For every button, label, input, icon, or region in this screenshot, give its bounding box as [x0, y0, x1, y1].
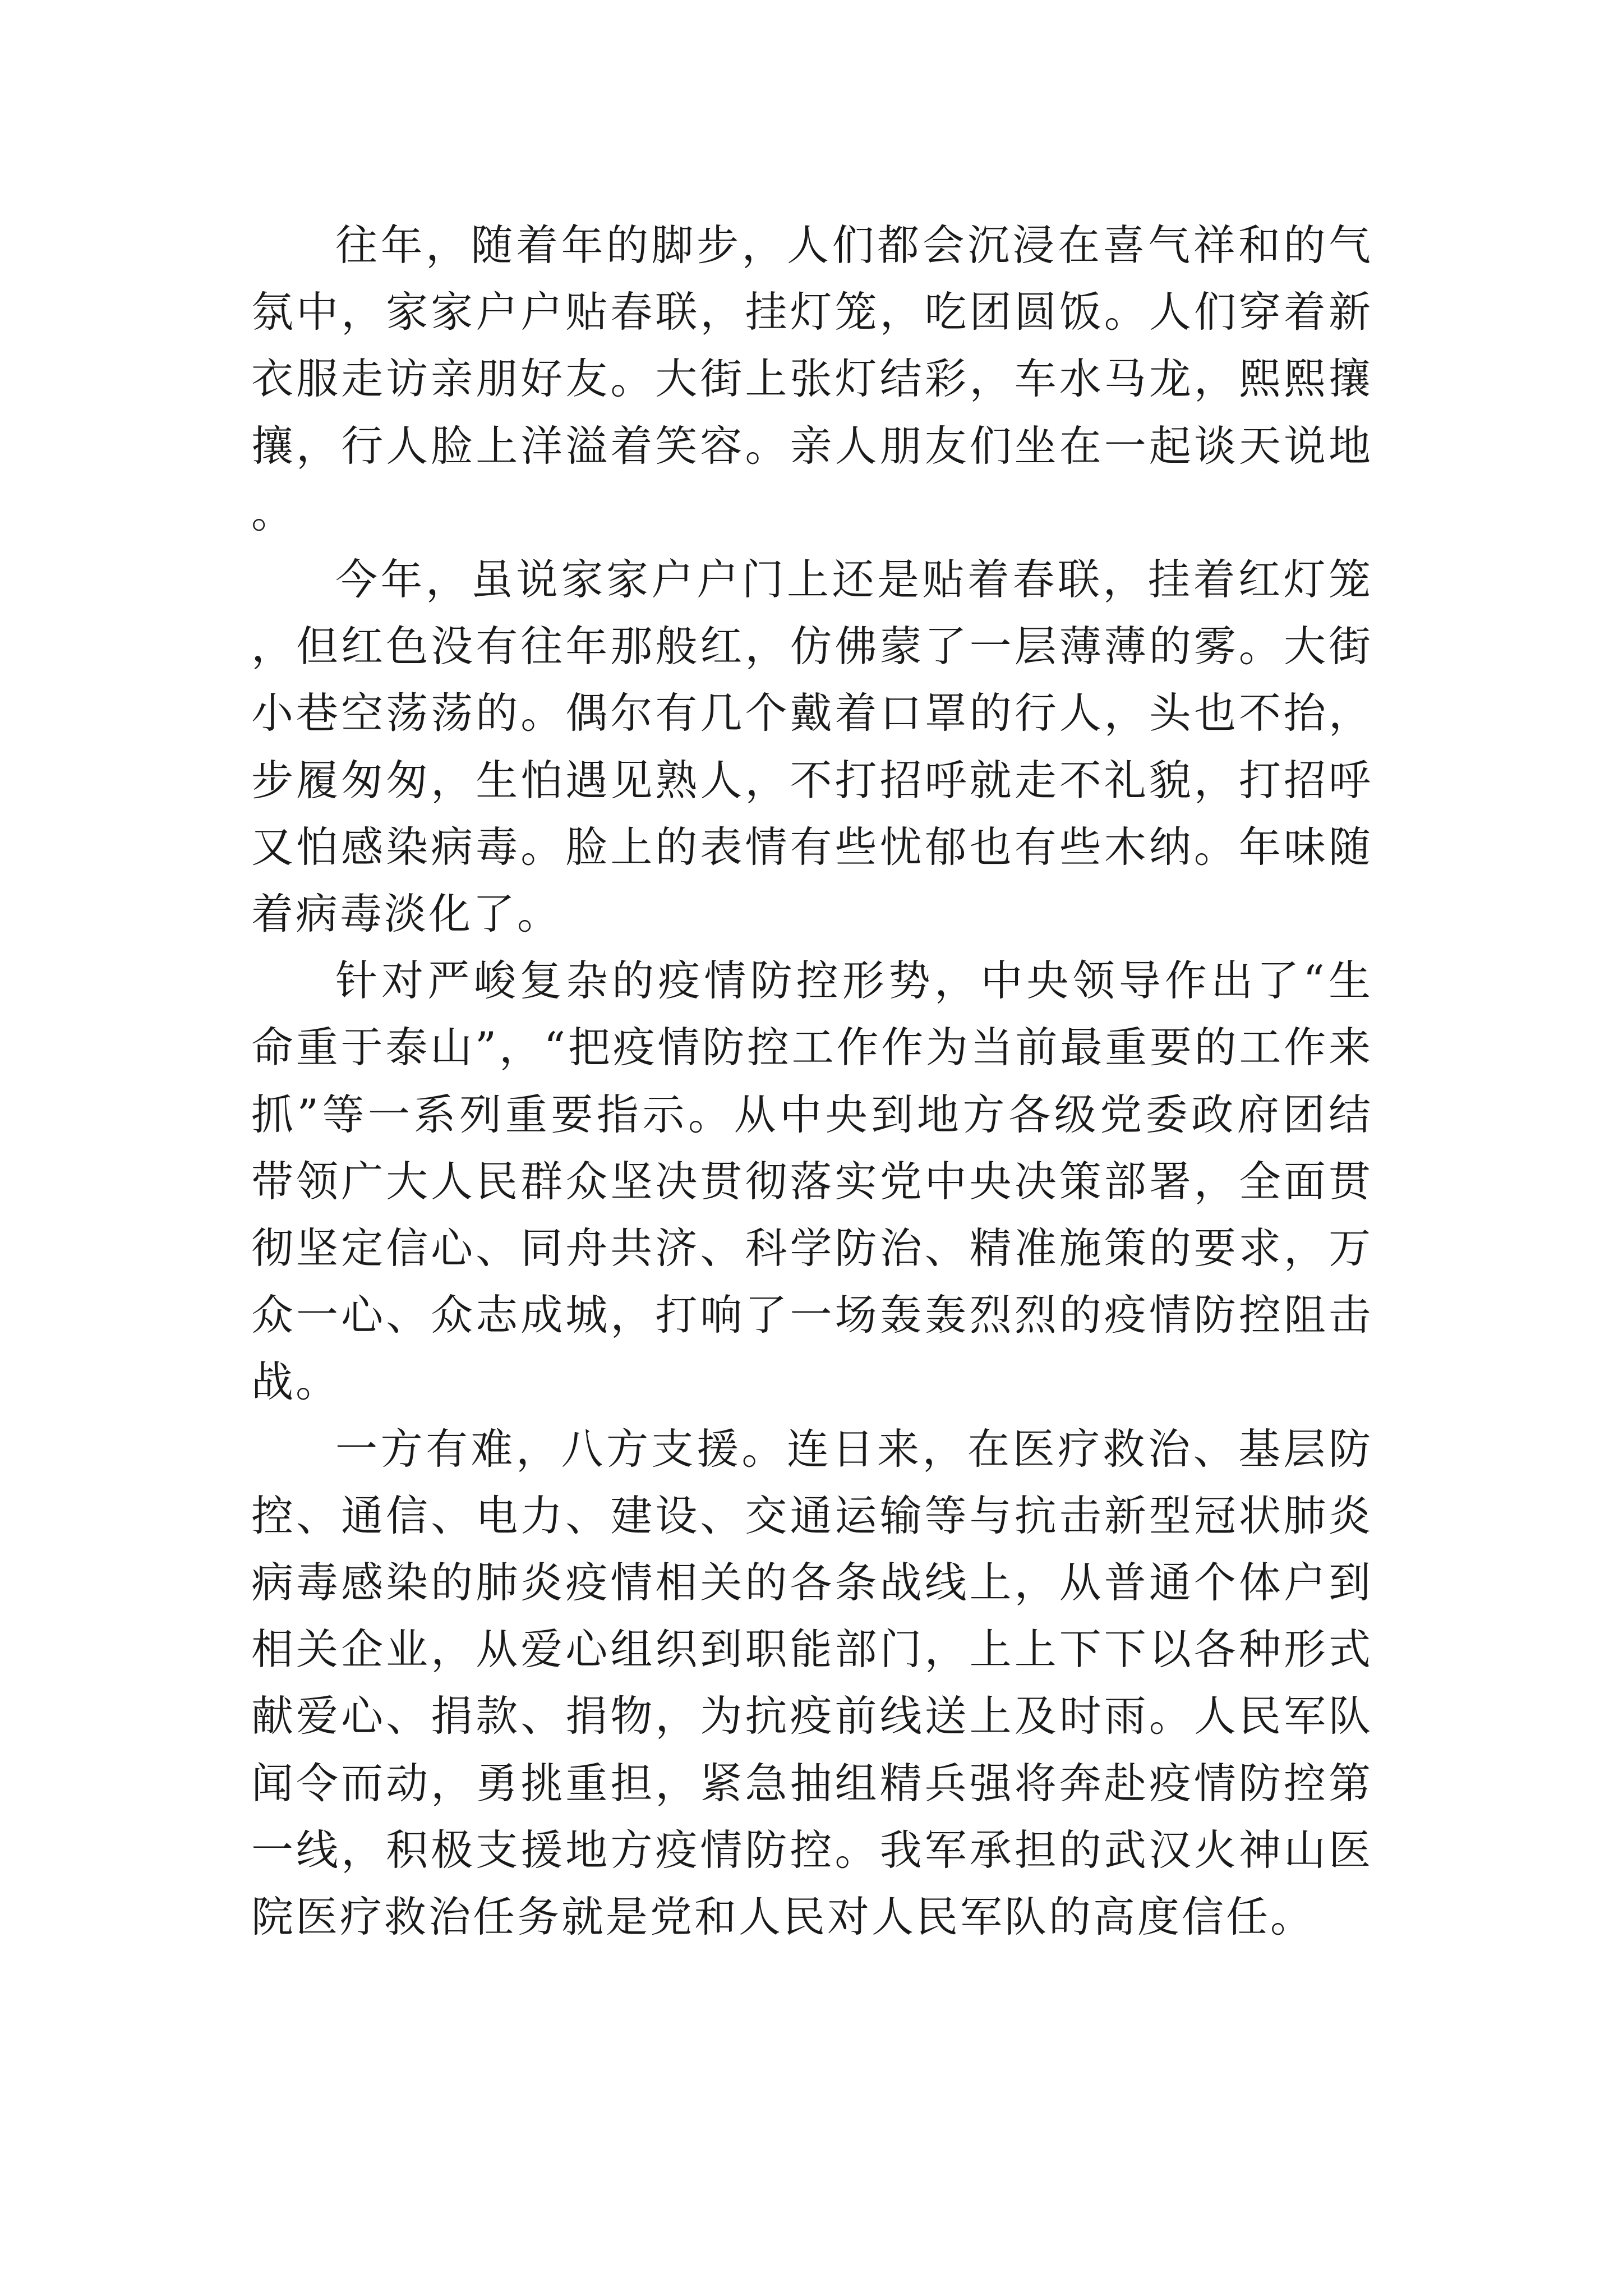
- paragraph-3: 针对严峻复杂的疫情防控形势，中央领导作出了“生命重于泰山”，“把疫情防控工作作为当前最重要的工作来抓”等一系列重要指示。从中央到地方各级党委政府团结带领广大人民群众坚决贯彻落实党中央决策部署，全面贯彻坚定信心、同舟共济、科学防治、精准施策的要求，万众一心、众志成城，打响了一场轰轰烈烈的疫情防控阻击战。: [251, 956, 1373, 1407]
- paragraph-4: 一方有难，八方支援。连日来，在医疗救治、基层防控、通信、电力、建设、交通运输等与抗击新型冠状肺炎病毒感染的肺炎疫情相关的各条战线上，从普通个体户到相关企业，从爱心组织到职能部门，上上下下以各种形式献爱心、捐款、捐物，为抗疫前线送上及时雨。人民军队闻令而动，勇挑重担，紧急抽组精兵强将奔赴疫情防控第一线，积极支援地方疫情防控。我军承担的武汉火神山医院医疗救治任务就是党和人民对人民军队的高度信任。: [251, 1424, 1373, 1942]
- document-body: [251, 212, 1373, 1950]
- paragraph-1: 往年，随着年的脚步，人们都会沉浸在喜气祥和的气氛中，家家户户贴春联，挂灯笼，吃团圆饭。人们穿着新衣服走访亲朋好友。大街上张灯结彩，车水马龙，熙熙攘攘，行人脸上洋溢着笑容。亲人朋友们坐在一起谈天说地。: [251, 220, 1373, 537]
- paragraph-2: 今年，虽说家家户户门上还是贴着春联，挂着红灯笼，但红色没有往年那般红，仿佛蒙了一层薄薄的雾。大街小巷空荡荡的。偶尔有几个戴着口罩的行人，头也不抬，步履匆匆，生怕遇见熟人，不打招呼就走不礼貌，打招呼又怕感染病毒。脸上的表情有些忧郁也有些木纳。年味随着病毒淡化了。: [251, 555, 1373, 939]
